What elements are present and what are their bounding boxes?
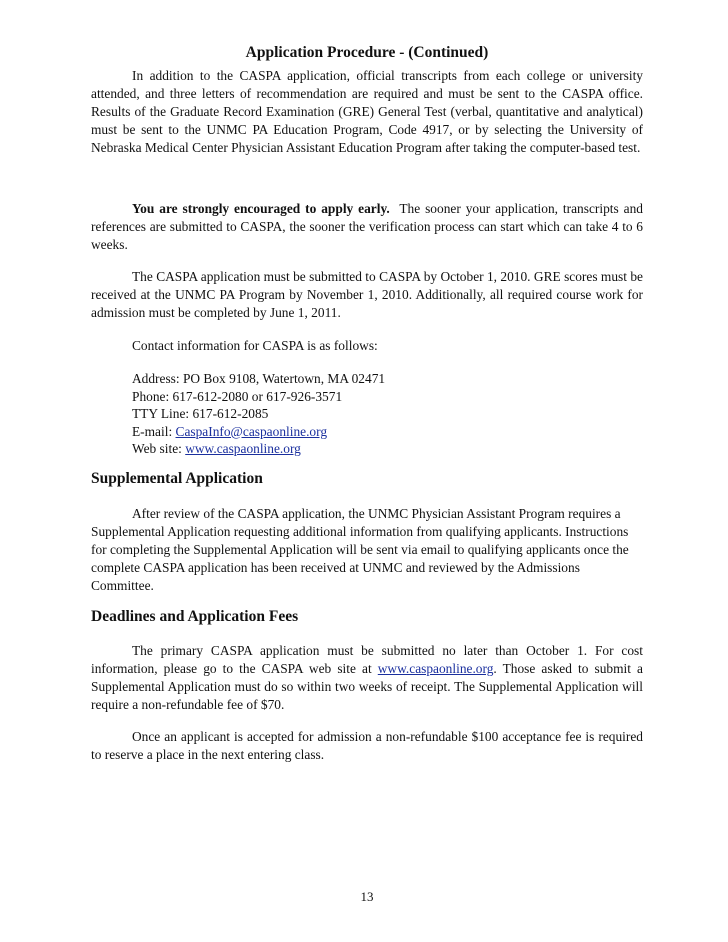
email-link[interactable]: CaspaInfo@caspaonline.org bbox=[175, 423, 328, 439]
page-number: 13 bbox=[360, 889, 374, 904]
contact-address: Address: PO Box 9108, Watertown, MA 02471 bbox=[132, 371, 386, 386]
contact-block bbox=[132, 370, 385, 458]
contact-phone: Phone: 617-612-2080 or 617-926-3571 bbox=[132, 388, 343, 404]
apply-early-text: The sooner your application, transcripts and references are submitted to CASPA, the sooner the verification process can start which can take 4 to 6 weeks. bbox=[91, 201, 643, 252]
page-title: Application Procedure - (Continued) bbox=[245, 44, 489, 61]
supplemental-heading: Supplemental Application bbox=[91, 470, 263, 487]
fees-text-before: The primary CASPA application must be submitted no later than October 1. For cost information, please go to the CASPA web site at bbox=[91, 643, 643, 676]
contact-web-line bbox=[132, 440, 385, 458]
fees-text-after: . Those asked to submit a Supplemental Application must do so within two weeks of receipt. The Supplemental Application will require a non-refundable fee of $70. bbox=[91, 661, 644, 712]
paragraph-fees bbox=[91, 642, 643, 714]
contact-intro: Contact information for CASPA is as follows: bbox=[132, 338, 378, 353]
web-label: Web site: bbox=[132, 441, 186, 457]
web-link[interactable]: www.caspaonline.org bbox=[185, 441, 301, 457]
contact-email-line bbox=[132, 423, 385, 441]
paragraph-deadlines-2010: The CASPA application must be submitted to CASPA by October 1, 2010. GRE scores must be received at the UNMC PA Program by November 1, 2010. Additionally, all required course work for admission must be completed by June 1, 2011. bbox=[91, 269, 643, 320]
paragraph-apply-early bbox=[91, 200, 643, 254]
paragraph-supplemental: After review of the CASPA application, the UNMC Physician Assistant Program requires a Supplemental Application requesting additional information from qualifying applicants. Instructions for completing the Supplemental Application will be sent via email to qualifying applicants once the complete CASPA application has been received at UNMC and reviewed by the Admissions Committee. bbox=[91, 506, 629, 593]
email-label: E-mail: bbox=[132, 423, 176, 439]
contact-tty: TTY Line: 617-612-2085 bbox=[132, 406, 269, 422]
document-page bbox=[91, 0, 643, 942]
apply-early-emphasis: You are strongly encouraged to apply early. bbox=[132, 201, 390, 216]
paragraph-transcripts: In addition to the CASPA application, official transcripts from each college or university attended, and three letters of recommendation are required and must be sent to the CASPA office. Results of the Graduate Record Examination (GRE) General Test (verbal, quantitative and analytical) must be sent to the UNMC PA Education Program, Code 4917, or by selecting the University of Nebraska Medical Center Physician Assistant Education Program after taking the computer-based test. bbox=[91, 68, 643, 155]
caspa-web-link[interactable]: www.caspaonline.org bbox=[377, 661, 494, 676]
deadlines-heading: Deadlines and Application Fees bbox=[91, 608, 299, 625]
paragraph-acceptance-fee: Once an applicant is accepted for admission a non-refundable $100 acceptance fee is required to reserve a place in the next entering class. bbox=[91, 729, 643, 762]
